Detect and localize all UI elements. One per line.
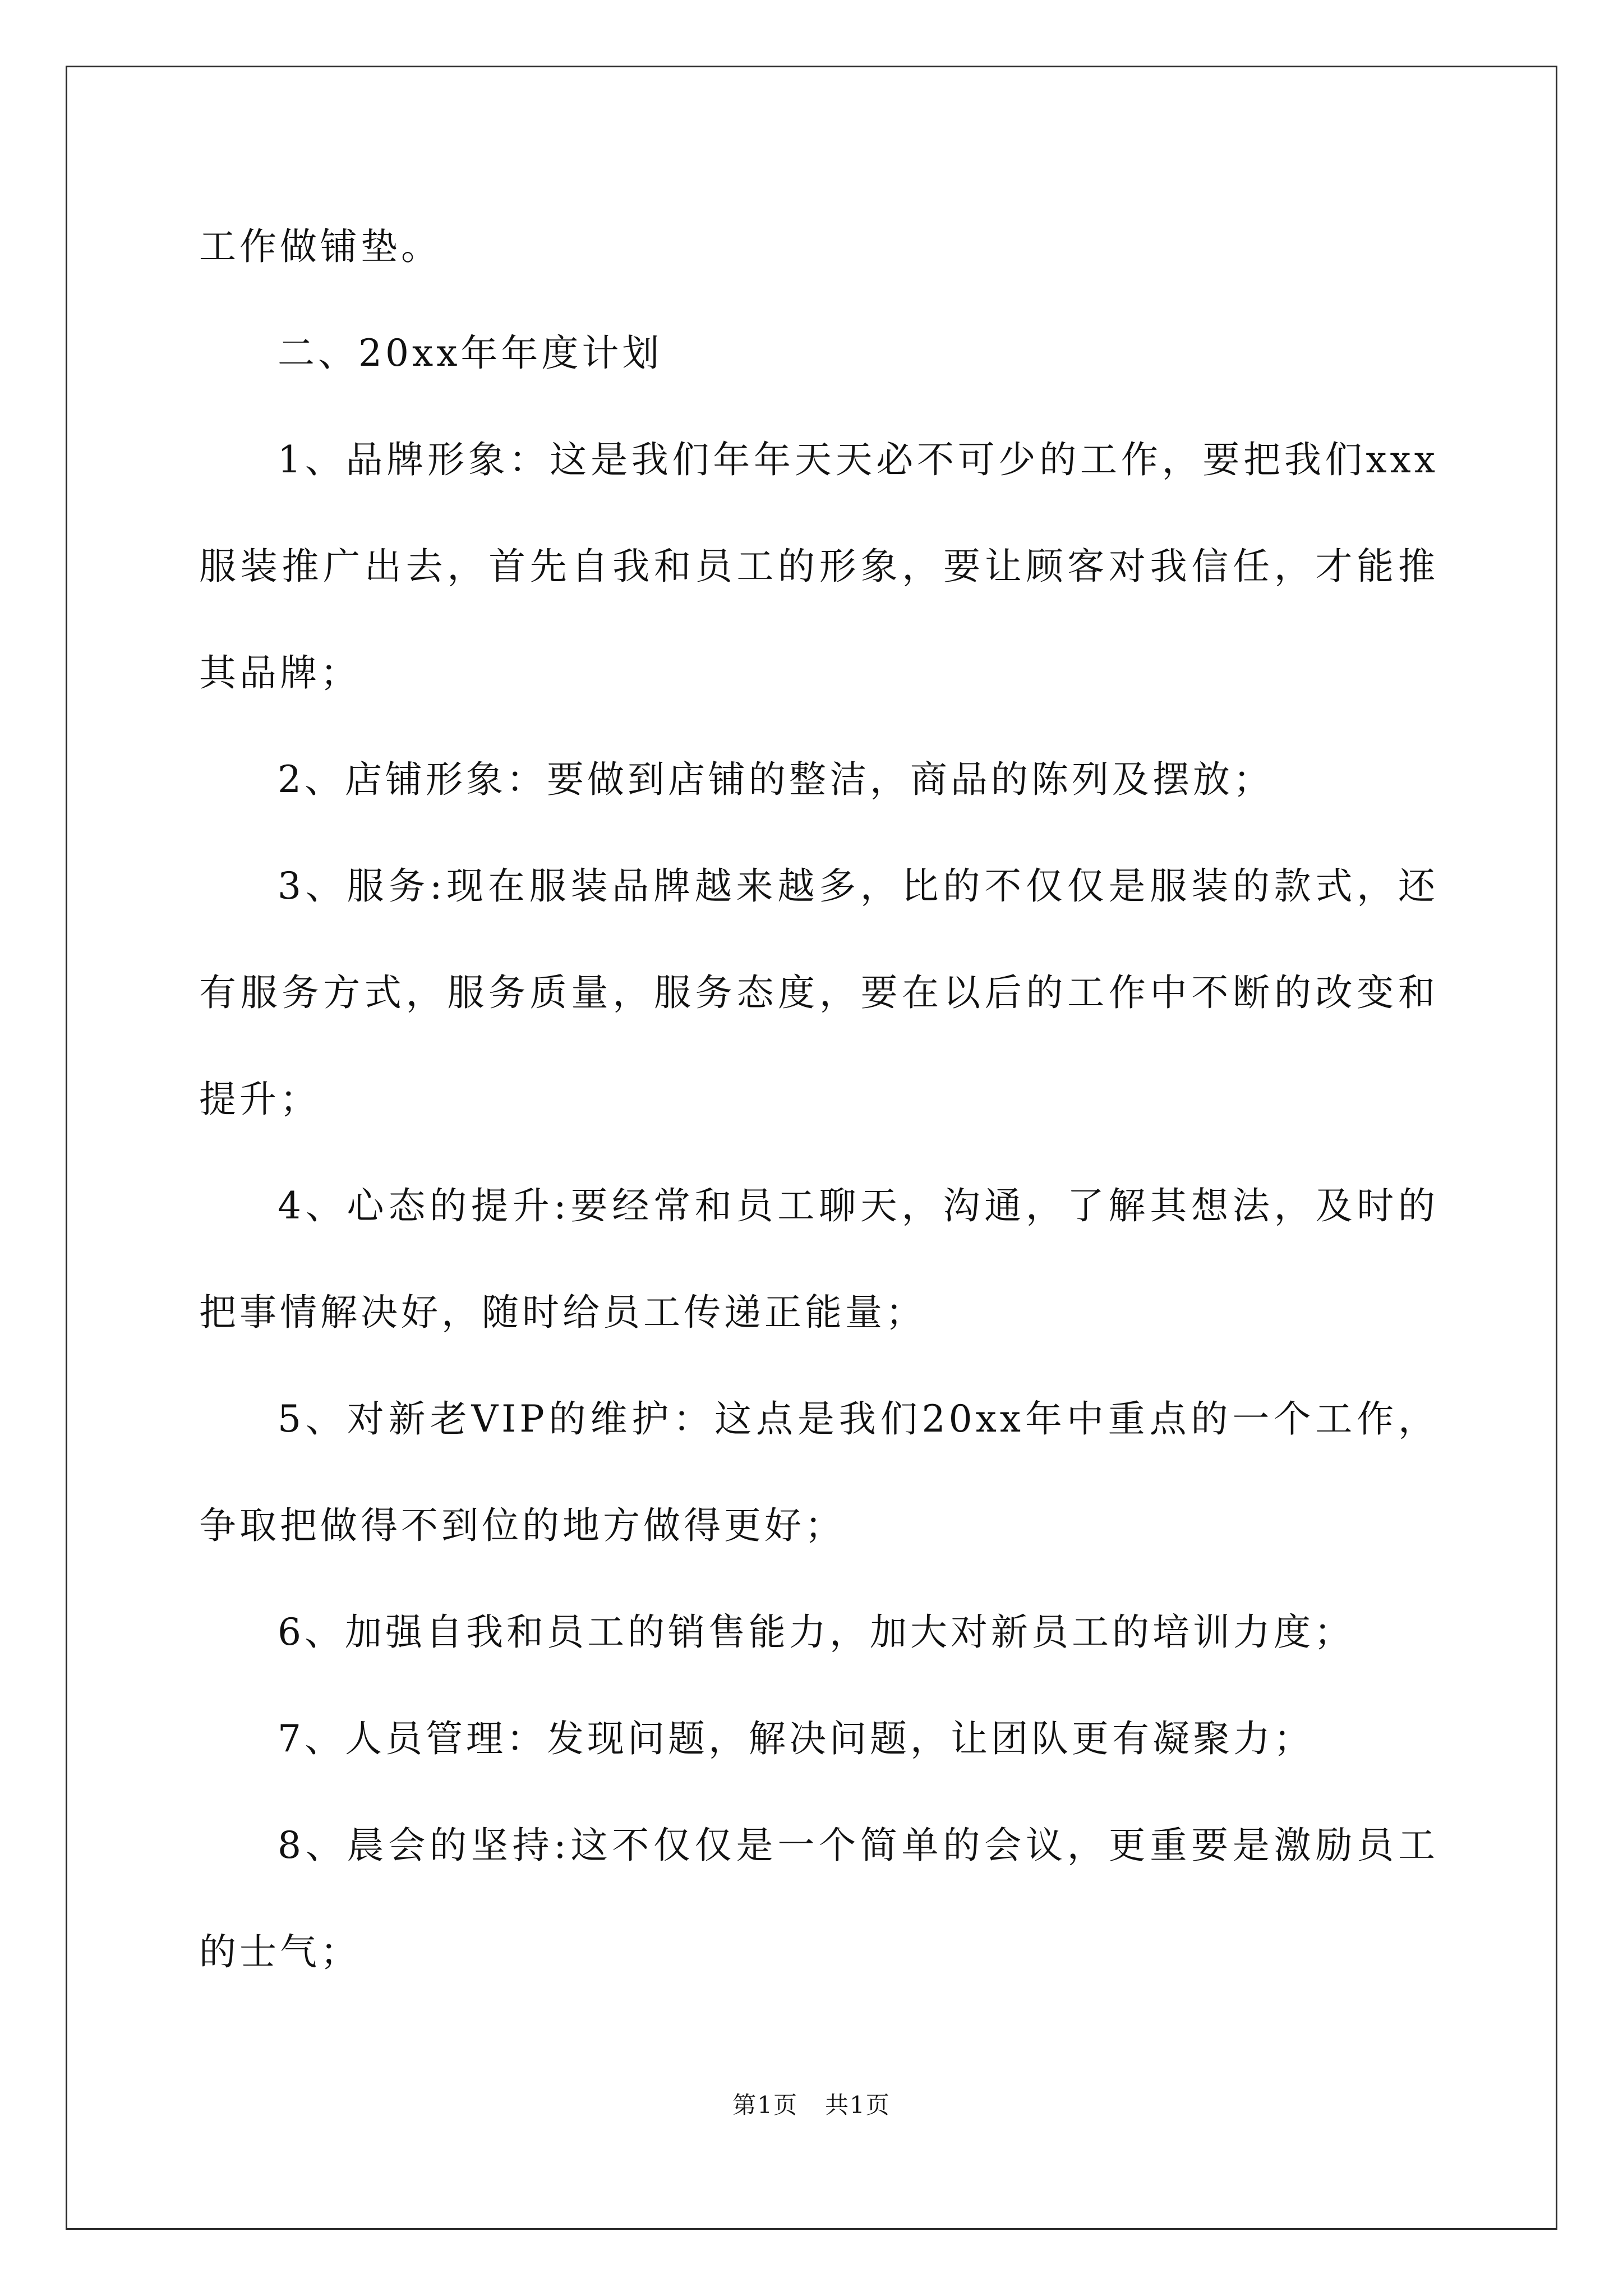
list-item-brand-image: 1、品牌形象：这是我们年年天天必不可少的工作，要把我们xxx服装推广出去，首先自我和员工的形象，要让顾客对我信任，才能推其品牌； <box>199 438 1438 694</box>
document-body <box>199 194 1438 2005</box>
list-item-morning-meeting: 8、晨会的坚持:这不仅仅是一个简单的会议，更重要是激励员工的士气； <box>199 1824 1438 1973</box>
list-item-store-image: 2、店铺形象：要做到店铺的整洁，商品的陈列及摆放； <box>278 758 1274 801</box>
list-item-service: 3、服务:现在服装品牌越来越多，比的不仅仅是服装的款式，还有服务方式，服务质量，服务态度，要在以后的工作中不断的改变和提升； <box>199 864 1438 1121</box>
list-item-vip-maintenance: 5、对新老VIP的维护：这点是我们20xx年中重点的一个工作，争取把做得不到位的地方做得更好； <box>199 1397 1438 1547</box>
list-item-sales-ability: 6、加强自我和员工的销售能力，加大对新员工的培训力度； <box>278 1611 1354 1654</box>
paragraph-continuation: 工作做铺垫。 <box>199 225 441 268</box>
page-footer <box>0 2087 1623 2120</box>
list-item-mindset: 4、心态的提升:要经常和员工聊天，沟通，了解其想法，及时的把事情解决好，随时给员工传递正能量； <box>199 1184 1438 1334</box>
list-item-staff-management: 7、人员管理：发现问题，解决问题，让团队更有凝聚力； <box>278 1717 1314 1760</box>
page-number: 第1页 <box>732 2091 798 2119</box>
section-heading: 二、20xx年年度计划 <box>278 332 663 375</box>
page-total: 共1页 <box>825 2091 891 2119</box>
